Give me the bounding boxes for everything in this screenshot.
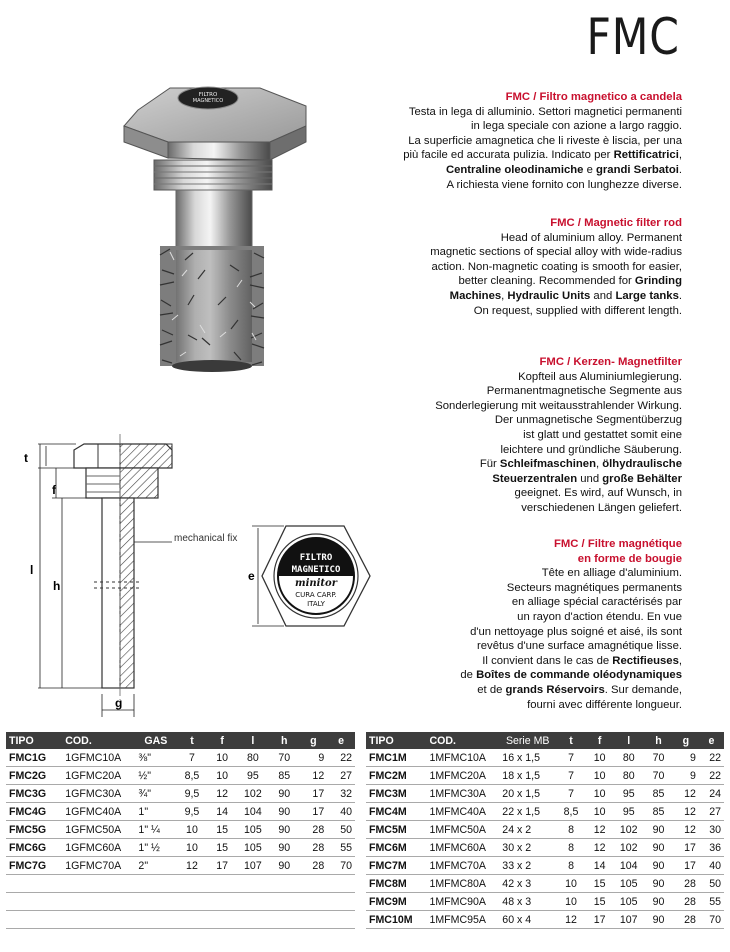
section-line: più facile ed accurata pulizia. Indicato per Rettificatrici, — [403, 149, 682, 162]
section-line: Centraline oleodinamiche e grandi Serbatoi. — [445, 163, 682, 176]
table-cell: 9 — [673, 767, 699, 785]
section-line: un rayon d'action étendu. En vue — [517, 610, 682, 623]
section-line: revêtus d'une surface amagnétique lisse. — [477, 640, 682, 653]
dim-label-g: g — [115, 696, 123, 710]
table-cell: 1MFMC50A — [426, 821, 499, 839]
table-cell: FMC3M — [366, 785, 426, 803]
table-cell: 28 — [673, 893, 699, 911]
table-row — [366, 911, 724, 929]
table-cell: 70 — [269, 749, 300, 767]
table-cell: 17 — [673, 839, 699, 857]
column-header: l — [613, 732, 644, 749]
column-header: h — [269, 732, 300, 749]
table-cell: 15 — [208, 839, 237, 857]
table-cell: 12 — [586, 821, 613, 839]
table-cell: FMC5G — [6, 821, 62, 839]
table-cell: 10 — [586, 767, 613, 785]
column-header: h — [644, 732, 673, 749]
table-cell: FMC6G — [6, 839, 62, 857]
table-cell: 24 x 2 — [499, 821, 556, 839]
table-cell: 8 — [556, 857, 586, 875]
table-cell: 1GFMC30A — [62, 785, 135, 803]
table-cell: 85 — [269, 767, 300, 785]
section-line: magnetic sections of special alloy with wide-radius — [430, 246, 682, 259]
column-header: GAS — [135, 732, 176, 749]
table-cell: 1MFMC95A — [426, 911, 499, 929]
table-cell: 42 x 3 — [499, 875, 556, 893]
table-row — [366, 803, 724, 821]
empty-row — [6, 875, 355, 893]
table-cell: 22 — [327, 749, 355, 767]
table-cell: 1GFMC10A — [62, 749, 135, 767]
section-line: Head of aluminium alloy. Permanent — [500, 231, 682, 244]
section-line: de Boîtes de commande oléodynamiques — [460, 669, 682, 682]
table-cell: 10 — [586, 785, 613, 803]
table-row — [366, 839, 724, 857]
table-cell: 16 x 1,5 — [499, 749, 556, 767]
table-cell: 1GFMC70A — [62, 857, 135, 875]
dim-label-f: f — [52, 483, 56, 497]
table-cell: 28 — [300, 839, 328, 857]
table-cell: 90 — [269, 839, 300, 857]
dim-label-l: l — [30, 563, 34, 577]
table-cell: 1MFMC70A — [426, 857, 499, 875]
page-title: FMC — [586, 8, 680, 66]
table-cell: 22 x 1,5 — [499, 803, 556, 821]
table-cell: 12 — [673, 785, 699, 803]
photo-cap-line1: FILTRO — [198, 92, 218, 98]
column-header: g — [300, 732, 328, 749]
empty-row — [6, 893, 355, 911]
section-line: Il convient dans le cas de Rectifieuses, — [482, 654, 682, 667]
product-photo — [110, 80, 320, 390]
table-cell: 9 — [673, 749, 699, 767]
table-cell: 55 — [699, 893, 724, 911]
table-cell: 95 — [237, 767, 269, 785]
table-cell: 12 — [556, 911, 586, 929]
table-cell: 70 — [699, 911, 724, 929]
table-cell: 1" — [135, 803, 176, 821]
table-cell: 15 — [586, 893, 613, 911]
table-cell: 105 — [237, 839, 269, 857]
table-cell: FMC5M — [366, 821, 426, 839]
section-line: Permanentmagnetische Segmente aus — [486, 385, 682, 398]
table-cell: 15 — [586, 875, 613, 893]
table-row — [6, 839, 355, 857]
table-metric-thread — [366, 732, 724, 929]
table-cell: 10 — [556, 875, 586, 893]
table-cell: 7 — [556, 749, 586, 767]
column-header: e — [327, 732, 355, 749]
section-line: Secteurs magnétiques permanents — [506, 581, 682, 594]
table-cell: 55 — [327, 839, 355, 857]
table-cell: 48 x 3 — [499, 893, 556, 911]
dim-label-t: t — [24, 451, 28, 465]
section-line: La superficie amagnetica che li riveste è liscia, per una — [408, 134, 682, 147]
section-line: fourni avec différente longueur. — [527, 698, 682, 711]
table-cell: 30 — [699, 821, 724, 839]
table-row — [6, 749, 355, 767]
table-cell: 28 — [300, 821, 328, 839]
table-cell: 17 — [673, 857, 699, 875]
table-cell: 10 — [176, 839, 207, 857]
table-cell: 10 — [208, 749, 237, 767]
table-cell: 90 — [644, 821, 673, 839]
table-row — [366, 875, 724, 893]
table-cell: 105 — [613, 875, 644, 893]
table-cell: 1MFMC10A — [426, 749, 499, 767]
table-cell: 80 — [613, 749, 644, 767]
table-cell: 95 — [613, 785, 644, 803]
table-cell: 32 — [327, 785, 355, 803]
column-header: Serie MB — [499, 732, 556, 749]
table-cell: 27 — [327, 767, 355, 785]
face-line1: FILTRO — [299, 553, 333, 563]
table-cell: FMC8M — [366, 875, 426, 893]
section-heading: FMC / Filtre magnétique en forme de bougie — [553, 538, 682, 565]
column-header: l — [237, 732, 269, 749]
section-line: A richiesta viene fornito con lunghezze diverse. — [446, 178, 682, 191]
table-cell: 12 — [586, 839, 613, 857]
table-cell: 10 — [586, 803, 613, 821]
table-row — [6, 803, 355, 821]
table-cell: 102 — [613, 821, 644, 839]
table-cell: 40 — [699, 857, 724, 875]
table-cell: 70 — [327, 857, 355, 875]
table-cell: ¾" — [135, 785, 176, 803]
table-cell: 104 — [613, 857, 644, 875]
table-cell: FMC4M — [366, 803, 426, 821]
table-cell: 1GFMC60A — [62, 839, 135, 857]
table-cell: 10 — [176, 821, 207, 839]
table-cell: 28 — [673, 875, 699, 893]
table-cell: ½" — [135, 767, 176, 785]
table-cell: 90 — [269, 857, 300, 875]
table-cell: 9,5 — [176, 803, 207, 821]
table-cell: 90 — [269, 821, 300, 839]
photo-cap-line2: MAGNETICO — [192, 98, 224, 104]
desc-german — [372, 355, 682, 516]
table-cell: 80 — [613, 767, 644, 785]
section-line: action. Non-magnetic coating is smooth for easier, — [431, 260, 682, 273]
table-cell: 85 — [644, 785, 673, 803]
table-cell: FMC1G — [6, 749, 62, 767]
table-cell: 95 — [613, 803, 644, 821]
mechanical-fix-label: mechanical fix — [174, 533, 238, 544]
section-heading: FMC / Kerzen- Magnetfilter — [539, 356, 682, 368]
table-cell: 10 — [208, 767, 237, 785]
dim-label-h: h — [53, 579, 61, 593]
section-heading: FMC / Magnetic filter rod — [550, 217, 682, 229]
table-row — [366, 767, 724, 785]
face-line5: ITALY — [307, 600, 325, 608]
table-cell: FMC3G — [6, 785, 62, 803]
table-cell: 12 — [208, 785, 237, 803]
table-row — [366, 857, 724, 875]
table-cell: FMC2M — [366, 767, 426, 785]
table-cell: 105 — [237, 821, 269, 839]
table-cell: 40 — [327, 803, 355, 821]
section-line: Kopfteil aus Aluminiumlegierung. — [518, 370, 682, 383]
desc-english — [372, 216, 682, 318]
table-cell: 15 — [208, 821, 237, 839]
table-cell: 1MFMC90A — [426, 893, 499, 911]
table-cell: 1" ½ — [135, 839, 176, 857]
table-cell: 1MFMC30A — [426, 785, 499, 803]
table-row — [366, 821, 724, 839]
table-cell: 27 — [699, 803, 724, 821]
section-line: et de grands Réservoirs. Sur demande, — [477, 683, 682, 696]
section-line: ist glatt und gestattet somit eine — [523, 428, 682, 441]
section-line: On request, supplied with different length. — [473, 304, 682, 317]
column-header: COD. — [426, 732, 499, 749]
section-line: leichtere und gründliche Säuberung. — [500, 443, 682, 456]
table-cell: 22 — [699, 749, 724, 767]
table-cell: 102 — [613, 839, 644, 857]
section-line: d'un nettoyage plus soigné et aisé, ils sont — [470, 625, 682, 638]
table-cell: 50 — [327, 821, 355, 839]
section-heading: FMC / Filtro magnetico a candela — [505, 91, 682, 103]
table-cell: 1MFMC40A — [426, 803, 499, 821]
table-cell: 7 — [556, 785, 586, 803]
table-cell: 18 x 1,5 — [499, 767, 556, 785]
table-cell: FMC10M — [366, 911, 426, 929]
table-cell: 9 — [300, 749, 328, 767]
table-cell: 80 — [237, 749, 269, 767]
table-cell: FMC4G — [6, 803, 62, 821]
table-row — [6, 785, 355, 803]
table-row — [366, 749, 724, 767]
table-cell: 105 — [613, 893, 644, 911]
table-cell: 9,5 — [176, 785, 207, 803]
table-cell: 1GFMC50A — [62, 821, 135, 839]
dim-label-e: e — [248, 569, 255, 583]
table-cell: FMC1M — [366, 749, 426, 767]
table-cell: 1MFMC20A — [426, 767, 499, 785]
table-row — [6, 821, 355, 839]
table-cell: 20 x 1,5 — [499, 785, 556, 803]
table-cell: 1MFMC80A — [426, 875, 499, 893]
desc-italian — [372, 90, 682, 192]
table-row — [6, 857, 355, 875]
table-cell: 8 — [556, 821, 586, 839]
table-cell: 70 — [644, 749, 673, 767]
table-gas-thread — [6, 732, 355, 929]
table-cell: 102 — [237, 785, 269, 803]
section-line: Machines, Hydraulic Units and Large tanks. — [449, 289, 682, 302]
table-cell: 8 — [556, 839, 586, 857]
section-line: verschiedenen Längen geliefert. — [521, 501, 682, 514]
table-row — [366, 785, 724, 803]
table-cell: 70 — [644, 767, 673, 785]
table-cell: 90 — [644, 875, 673, 893]
table-cell: 1" ¼ — [135, 821, 176, 839]
column-header: f — [586, 732, 613, 749]
table-cell: 1GFMC40A — [62, 803, 135, 821]
table-cell: 7 — [556, 767, 586, 785]
face-line3: minitor — [294, 578, 338, 589]
table-cell: FMC6M — [366, 839, 426, 857]
table-cell: FMC9M — [366, 893, 426, 911]
table-cell: 12 — [673, 803, 699, 821]
table-cell: 17 — [208, 857, 237, 875]
table-cell: 10 — [586, 749, 613, 767]
section-line: Für Schleifmaschinen, ölhydraulische — [479, 458, 682, 471]
magnetic-bristles — [160, 246, 264, 366]
column-header: COD. — [62, 732, 135, 749]
table-cell: 14 — [586, 857, 613, 875]
table-cell: 14 — [208, 803, 237, 821]
table-cell: 8,5 — [556, 803, 586, 821]
column-header: t — [556, 732, 586, 749]
table-cell: 7 — [176, 749, 207, 767]
table-cell: 104 — [237, 803, 269, 821]
table-cell: 90 — [644, 893, 673, 911]
column-header: f — [208, 732, 237, 749]
column-header: e — [699, 732, 724, 749]
table-cell: 17 — [300, 785, 328, 803]
table-cell: ⅜" — [135, 749, 176, 767]
table-cell: 90 — [644, 839, 673, 857]
table-cell: 90 — [644, 911, 673, 929]
column-header: g — [673, 732, 699, 749]
table-cell: 1MFMC60A — [426, 839, 499, 857]
table-cell: 22 — [699, 767, 724, 785]
table-cell: 30 x 2 — [499, 839, 556, 857]
column-header: TIPO — [366, 732, 426, 749]
table-cell: 50 — [699, 875, 724, 893]
table-cell: 10 — [556, 893, 586, 911]
table-row — [6, 767, 355, 785]
face-line4: CURA CARP. — [295, 591, 337, 599]
section-line: Testa in lega di alluminio. Settori magnetici permanenti — [408, 105, 682, 118]
table-cell: 28 — [673, 911, 699, 929]
table-cell: 28 — [300, 857, 328, 875]
section-line: Steuerzentralen und große Behälter — [492, 472, 682, 485]
section-line: in lega speciale con azione a largo raggio. — [470, 120, 682, 133]
table-cell: 90 — [269, 785, 300, 803]
table-cell: 8,5 — [176, 767, 207, 785]
section-line: Sonderlegierung mit weitausstrahlender Wirkung. — [435, 399, 682, 412]
section-line: Tête en alliage d'aluminium. — [541, 567, 682, 580]
section-line: better cleaning. Recommended for Grinding — [458, 275, 682, 288]
table-cell: 36 — [699, 839, 724, 857]
table-cell: 17 — [586, 911, 613, 929]
table-cell: 33 x 2 — [499, 857, 556, 875]
table-cell: FMC7M — [366, 857, 426, 875]
face-line2: MAGNETICO — [291, 565, 341, 575]
table-cell: 90 — [269, 803, 300, 821]
top-view-drawing — [248, 518, 378, 638]
table-cell: 1GFMC20A — [62, 767, 135, 785]
table-cell: 107 — [237, 857, 269, 875]
desc-french — [372, 537, 682, 712]
table-row — [366, 893, 724, 911]
empty-row — [6, 911, 355, 929]
table-cell: FMC7G — [6, 857, 62, 875]
table-cell: 12 — [300, 767, 328, 785]
table-cell: 12 — [673, 821, 699, 839]
table-cell: 24 — [699, 785, 724, 803]
table-cell: FMC2G — [6, 767, 62, 785]
section-line: geeignet. Es wird, auf Wunsch, in — [514, 487, 682, 500]
side-view-drawing — [16, 432, 186, 722]
section-line: Der unmagnetische Segmentüberzug — [494, 414, 682, 427]
column-header: TIPO — [6, 732, 62, 749]
table-cell: 90 — [644, 857, 673, 875]
column-header: t — [176, 732, 207, 749]
table-cell: 60 x 4 — [499, 911, 556, 929]
table-cell: 85 — [644, 803, 673, 821]
section-line: en alliage spécial caractérisés par — [511, 596, 682, 609]
thread-collar — [154, 160, 272, 190]
table-cell: 2" — [135, 857, 176, 875]
table-cell: 17 — [300, 803, 328, 821]
table-cell: 12 — [176, 857, 207, 875]
table-cell: 107 — [613, 911, 644, 929]
